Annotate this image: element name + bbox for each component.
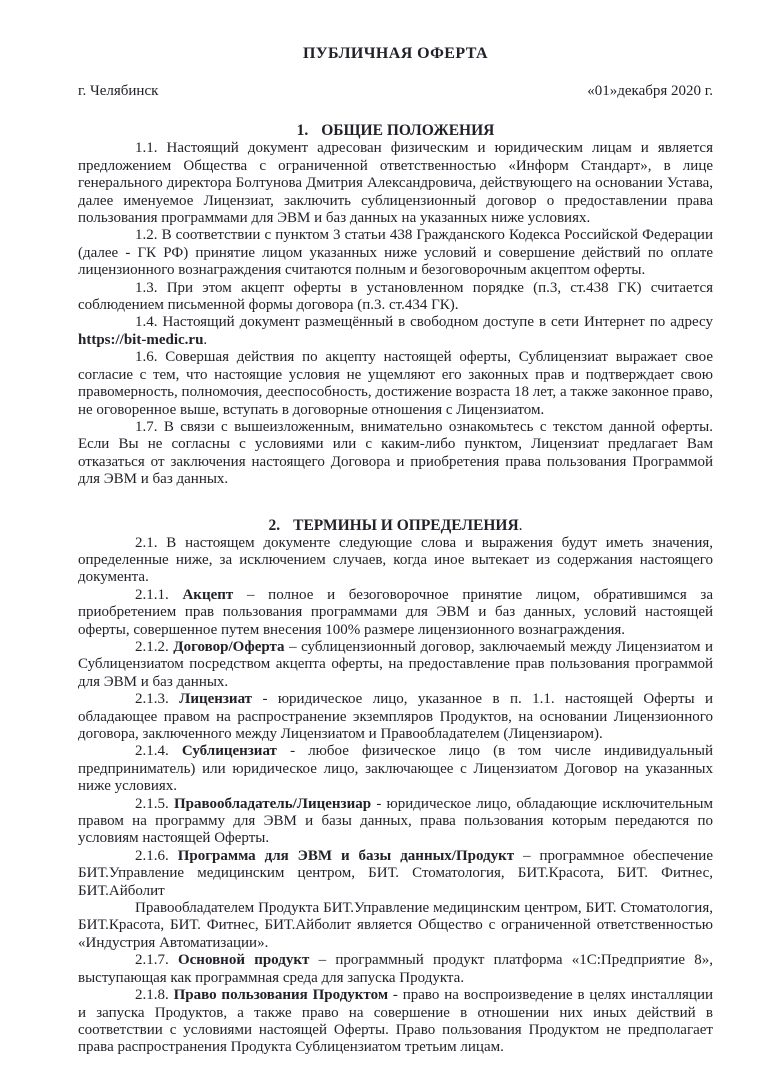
- paragraph-text-run: – полное и безоговорочное принятие лицом, обратившимся за приобретением прав пользования программами для ЭВМ и баз данных, условий настоящей оферты, совершенное путем внесения 100% размере лицензионного вознаграждения.: [78, 586, 714, 638]
- paragraph-text-run: .: [203, 331, 208, 348]
- date-label: «01»декабря 2020 г.: [587, 83, 713, 99]
- section-number: 1.: [296, 122, 309, 140]
- paragraph-text-run: - любое физическое лицо (в том числе индивидуальный предприниматель) или юридическое лицо, заключающее с Лицензиатом Договор на указанных ниже условиях.: [78, 743, 713, 795]
- paragraph-bold-run: Программа для ЭВМ и базы данных/Продукт: [177, 847, 515, 864]
- paragraph-text-run: 2.1.6.: [135, 847, 178, 864]
- paragraph-text-run: 2.1.7.: [135, 952, 178, 969]
- paragraph-text-run: 1.6. Совершая действия по акцепту настоящей оферты, Сублицензиат выражает свое согласие с тем, что настоящие условия не ущемляют его законных прав и подтверждает свою правомерность, полномочия, дееспособность, достижение возраста 18 лет, а также законное право, не оговоренное выше, вступать в договорные отношения с Лицензиатом.: [78, 349, 713, 418]
- paragraph-text-run: – программный продукт платформа «1С:Предприятие 8», выступающая как программная среда для запуска Продукта.: [78, 952, 713, 986]
- document-title: ПУБЛИЧНАЯ ОФЕРТА: [303, 45, 488, 62]
- paragraph-bold-run: Лицензиат: [179, 691, 253, 708]
- paragraph-text-run: 2.1.2.: [135, 638, 174, 655]
- paragraph: [78, 314, 713, 349]
- city-label: г. Челябинск: [78, 83, 159, 99]
- paragraph-bold-run: Акцепт: [182, 586, 234, 603]
- section-title: ТЕРМИНЫ И ОПРЕДЕЛЕНИЯ: [293, 516, 519, 534]
- paragraph-text-run: 1.1. Настоящий документ адресован физическим и юридическим лицам и является предложением Общества с ограниченной ответственностью «Информ Стандарт», в лице генерального директора Болтунова Дмитрия Александровича, действующего на основании Устава, далее именуемое Лицензиат, заключить сублицензионный договор о предоставлении права пользования программами для ЭВМ и баз данных на указанных ниже условиях.: [78, 140, 713, 227]
- paragraph: [78, 691, 713, 743]
- paragraph: [78, 535, 713, 587]
- paragraph: [78, 140, 713, 227]
- section-title-suffix: .: [518, 516, 523, 534]
- paragraph-bold-run: Право пользования Продуктом: [173, 987, 389, 1004]
- paragraph-text-run: - юридическое лицо, обладающие исключительным правом на программу для ЭВМ и базы данных, права пользования которым передаются по условиям настоящей Оферты.: [78, 795, 713, 847]
- paragraph-text-run: 2.1.3.: [135, 691, 180, 708]
- section-heading: [78, 121, 713, 140]
- paragraph-text-run: 2.1.4.: [135, 743, 182, 760]
- paragraph: [78, 349, 713, 419]
- paragraph-text-run: 1.3. При этом акцепт оферты в установленном порядке (п.3, ст.438 ГК) считается соблюдением письменной формы договора (п.3. ст.434 ГК).: [78, 279, 713, 314]
- paragraph: [78, 227, 713, 279]
- section-heading: [78, 516, 713, 535]
- paragraph: [78, 419, 713, 489]
- paragraph: [78, 743, 713, 795]
- paragraph-text-run: - право на воспроизведение в целях инсталляции и запуска Продуктов, а также право на совершение в отношении них иных действий в соответствии с условиями настоящей Оферты. Право пользования Продуктом не предполагает права распространения Продукта Сублицензиатом третьим лицам.: [78, 987, 714, 1056]
- paragraph: [78, 848, 713, 900]
- paragraph-text-run: 1.4. Настоящий документ размещённый в свободном доступе в сети Интернет по адресу: [135, 314, 713, 331]
- paragraph-bold-run: Договор/Оферта: [173, 638, 285, 655]
- paragraph: [78, 952, 713, 987]
- paragraph: [78, 987, 713, 1057]
- paragraph-text-run: 1.7. В связи с вышеизложенным, внимательно ознакомьтесь с текстом данной оферты. Если Вы не согласны с условиями или с каким-либо пунктом, Лицензиат предлагает Вам отказаться от заключения настоящего Договора и приобретения права пользования Программой для ЭВМ и баз данных.: [78, 418, 713, 488]
- paragraph: [78, 639, 713, 691]
- document-section: [78, 516, 713, 1057]
- paragraph: [78, 900, 713, 952]
- paragraph: [78, 587, 713, 639]
- document-section: [78, 121, 713, 488]
- paragraph-bold-run: Правообладатель/Лицензиар: [174, 795, 372, 812]
- paragraph-text-run: – программное обеспечение БИТ.Управление медицинским центром, БИТ. Стоматология, БИТ.Красота, БИТ. Фитнес, БИТ.Айболит: [78, 847, 713, 899]
- paragraph-bold-run: https://bit-medic.ru: [78, 331, 204, 348]
- paragraph: [78, 280, 713, 315]
- paragraph-text-run: Правообладателем Продукта БИТ.Управление медицинским центром, БИТ. Стоматология, БИТ.Красота, БИТ. Фитнес, БИТ.Айболит является Общество с ограниченной ответственностью «Индустрия Автоматизации».: [78, 900, 713, 951]
- sections-container: [78, 121, 713, 1056]
- paragraph-text-run: 2.1. В настоящем документе следующие слова и выражения будут иметь значения, определенные ниже, за исключением случаев, когда иное вытекает из содержания настоящего документа.: [78, 534, 713, 586]
- paragraph-text-run: 2.1.1.: [135, 586, 183, 603]
- paragraph-text-run: - юридическое лицо, указанное в п. 1.1. настоящей Оферты и обладающее правом на распространение экземпляров Продуктов, на основании Лицензионного договора, заключенного между Лицензиатом и Правообладателем (Лицензиаром).: [78, 691, 713, 742]
- paragraph-text-run: 2.1.8.: [135, 987, 174, 1004]
- paragraph-text-run: 2.1.5.: [135, 795, 174, 812]
- section-title: ОБЩИЕ ПОЛОЖЕНИЯ: [321, 122, 495, 140]
- place-date-row: [78, 83, 713, 100]
- section-number: 2.: [268, 516, 281, 534]
- paragraph-text-run: – сублицензионный договор, заключаемый между Лицензиатом и Сублицензиатом посредством акцепта оферты, на предоставление прав пользования программой для ЭВМ и баз данных.: [78, 638, 713, 690]
- paragraph-text-run: 1.2. В соответствии с пунктом 3 статьи 438 Гражданского Кодекса Российской Федерации (далее - ГК РФ) принятие лицом указанных ниже условий и совершение действий по оплате лицензионного вознаграждения считаются полным и безоговорочным акцептом оферты.: [78, 227, 713, 279]
- paragraph-bold-run: Сублицензиат: [181, 743, 277, 760]
- paragraph-bold-run: Основной продукт: [177, 952, 310, 969]
- paragraph: [78, 796, 713, 848]
